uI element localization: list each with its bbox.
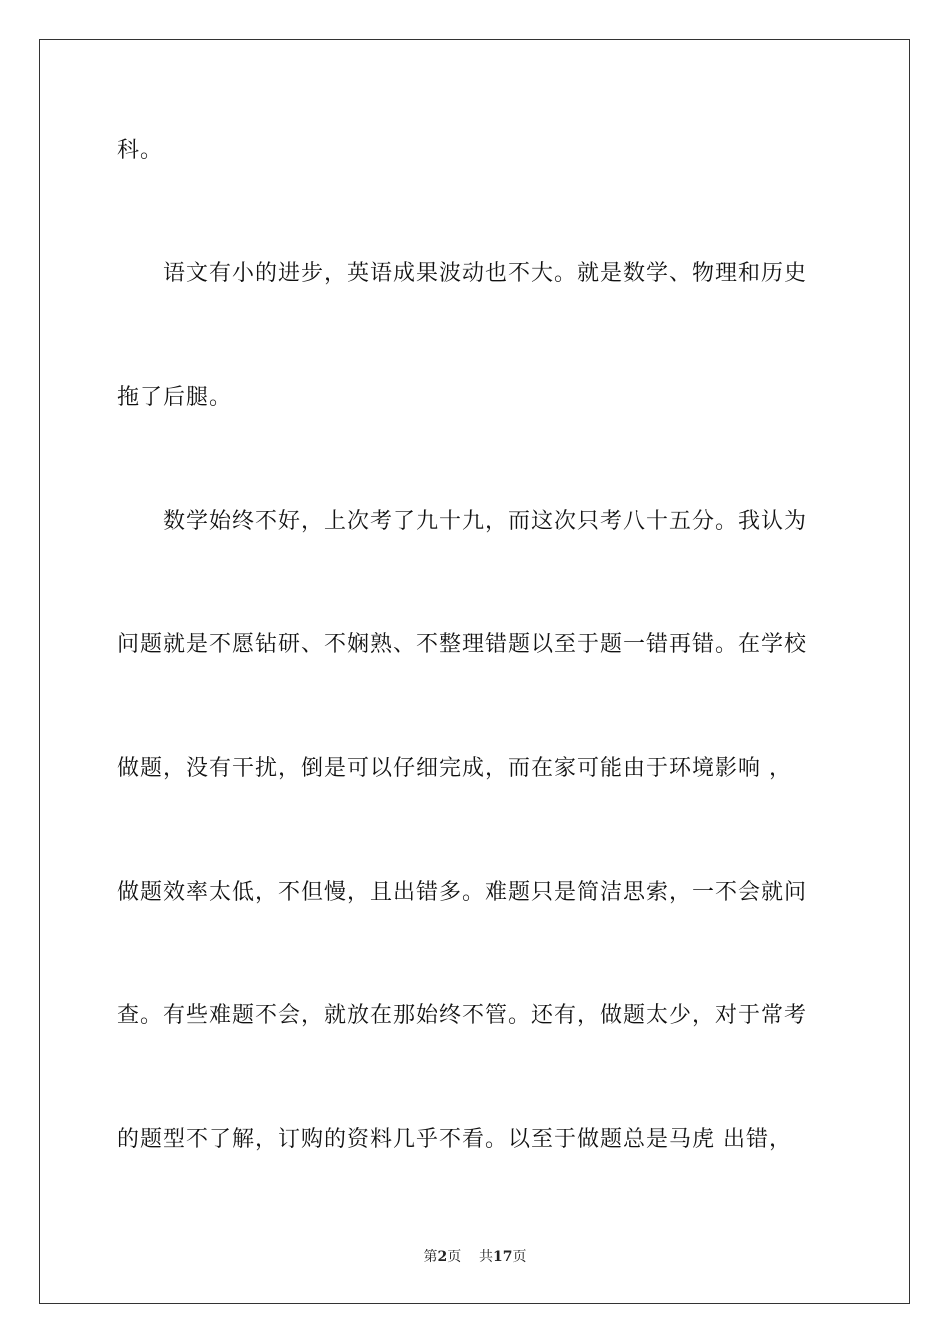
text-line-9: 的题型不了解，订购的资料几乎不看。以至于做题总是马虎 出错， <box>117 1127 792 1152</box>
text-line-5: 问题就是不愿钻研、不娴熟、不整理错题以至于题一错再错。在学校 <box>117 632 808 657</box>
total-prefix: 共 <box>479 1249 494 1265</box>
text-line-7: 做题效率太低，不但慢，且出错多。难题只是简洁思索，一不会就问 <box>117 880 808 905</box>
total-suffix: 页 <box>512 1249 527 1265</box>
page-border <box>39 39 910 1304</box>
text-line-4: 数学始终不好，上次考了九十九，而这次只考八十五分。我认为 <box>163 509 808 534</box>
page-suffix: 页 <box>447 1249 462 1265</box>
text-line-1: 科。 <box>117 138 164 163</box>
total-pages: 17 <box>493 1249 513 1265</box>
text-line-8: 查。有些难题不会，就放在那始终不管。还有，做题太少，对于常考 <box>117 1003 808 1028</box>
text-line-6: 做题，没有干扰，倒是可以仔细完成，而在家可能由于环境影响 ， <box>117 756 792 781</box>
page-footer <box>0 1247 950 1267</box>
page-prefix: 第 <box>423 1249 438 1265</box>
text-line-3: 拖了后腿。 <box>117 385 233 410</box>
text-line-2: 语文有小的进步，英语成果波动也不大。就是数学、物理和历史 <box>163 261 808 286</box>
page-number: 2 <box>437 1249 448 1265</box>
